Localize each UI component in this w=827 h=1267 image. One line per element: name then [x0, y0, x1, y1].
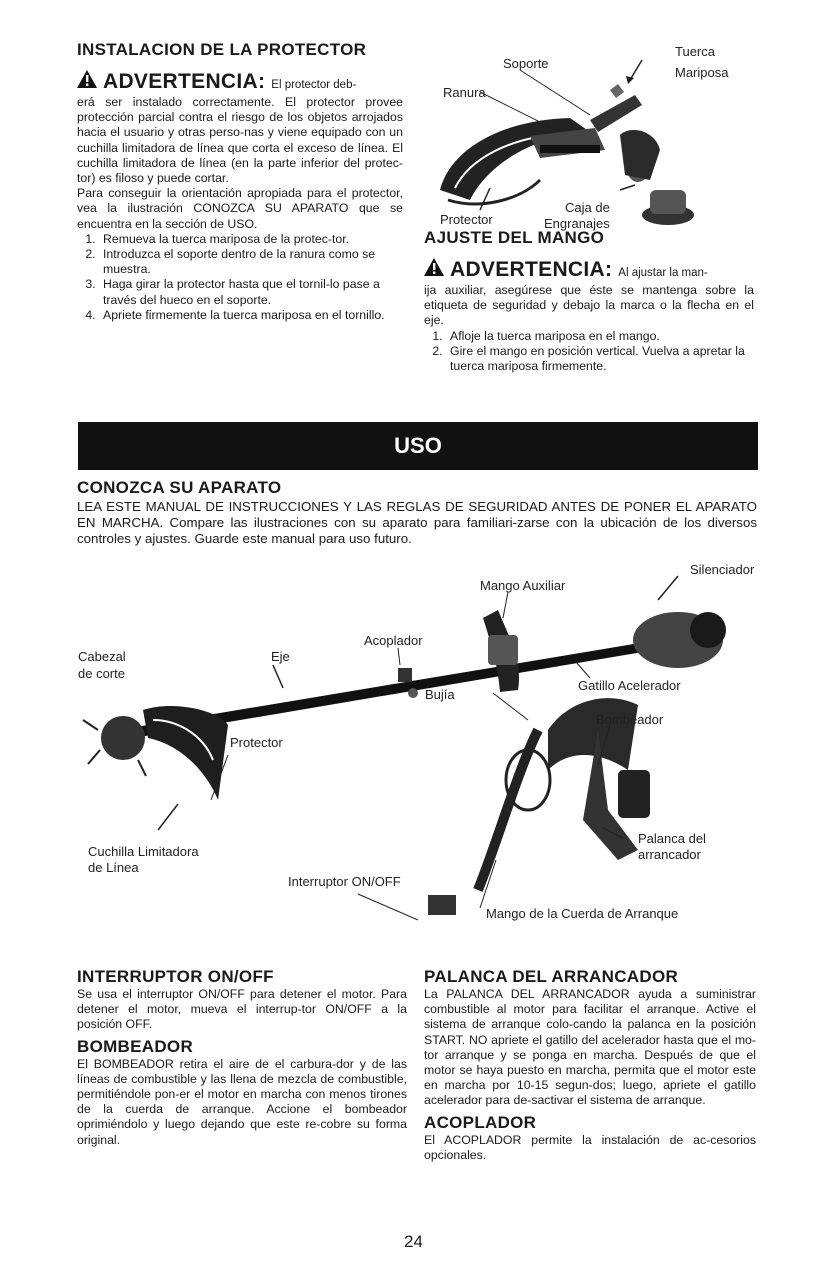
label-caja: Caja de: [565, 200, 610, 215]
bottom-right-column: [424, 967, 756, 1163]
banner-title: USO: [394, 433, 442, 458]
list-item: 4. Apriete firmemente la tuerca mariposa en el tornillo.: [99, 308, 403, 323]
list-item: 2. Introduzca el soporte dentro de la ranura como se muestra.: [99, 247, 403, 277]
list-item: 1. Remueva la tuerca mariposa de la protec-tor.: [99, 232, 403, 247]
page-number: 24: [404, 1232, 423, 1251]
acoplador-title: ACOPLADOR: [424, 1112, 537, 1132]
trimmer-illustration: [78, 560, 758, 960]
interruptor-body: Se usa el interruptor ON/OFF para detener el motor. Para detener el motor, mueva el interrup-tor ON/OFF a la posición OFF.: [77, 987, 407, 1032]
know-section: [77, 478, 757, 547]
install-steps: [77, 232, 403, 323]
label-de-linea: de Línea: [88, 860, 139, 875]
bombeador-title: BOMBEADOR: [77, 1036, 194, 1056]
warning-lead: El protector deb-: [271, 79, 357, 91]
label-cuchilla: Cuchilla Limitadora: [88, 844, 199, 859]
interruptor-title: INTERRUPTOR ON/OFF: [77, 967, 274, 986]
label-silenciador: Silenciador: [690, 562, 755, 577]
uso-banner: [78, 422, 758, 470]
warning-triangle-icon: [424, 258, 444, 276]
install-figure: [420, 40, 760, 230]
label-mariposa: Mariposa: [675, 65, 729, 80]
label-engranajes: Engranajes: [544, 216, 610, 231]
bombeador-body: El BOMBEADOR retira el aire de el carbura-dor y de las líneas de combustible y las llena de mezcla de combustible, permitiéndole pon-er el motor en marcha con menos tirones de la cuerda de arranque. Accione el bombeador oprimiéndolo y luego dejando que este re-cobre su forma original.: [77, 1056, 407, 1147]
warning-word: ADVERTENCIA:: [103, 70, 266, 93]
label-cabezal: Cabezal: [78, 649, 126, 664]
list-item: 2. Gire el mango en posición vertical. Vuelva a apretar la tuerca mariposa firmemente.: [446, 344, 754, 374]
handle-warning: [424, 258, 754, 282]
list-item: 3. Haga girar la protector hasta que el tornil-lo pase a través del hueco en el soporte.: [99, 277, 403, 307]
handle-section: [424, 228, 754, 374]
install-warning: [77, 70, 403, 94]
list-item: 1. Afloje la tuerca mariposa en el mango.: [446, 329, 754, 344]
trimmer-figure: [78, 560, 758, 960]
install-warning-body: erá ser instalado correctamente. El protector provee protección parcial contra el riesgo de los objetos arrojados hacia el usuario y otras perso-nas y viene equipado con un cuchilla limitadora de línea que corta el exceso de línea. El cuchilla limitadora de línea (en la parte inferior del protec-tor) es filoso y puede cortar.: [77, 95, 403, 186]
label-acoplador: Acoplador: [364, 633, 423, 648]
label-mango-auxiliar: Mango Auxiliar: [480, 578, 566, 593]
warning-triangle-icon: [77, 70, 97, 88]
install-orientation-text: Para conseguir la orientación apropiada para el protector, vea la ilustración CONOZCA SU APARATO que se encuentra en la sección de USO.: [77, 186, 403, 231]
label-de-corte: de corte: [78, 666, 125, 681]
palanca-body: La PALANCA DEL ARRANCADOR ayuda a suministrar combustible al motor para facilitar el arranque. Active el sistema de arranque colo-cando la palanca en la posición START. NO apriete el gatillo del acelerador hasta que el mo-tor arranque y se ponga en marcha. Después de que el motor se haya puesto en marcha, permita que el motor este en marcha por 10-15 segun-dos; luego, apriete el gatillo acelerador para de-sactivar el sistema de arranque.: [424, 987, 756, 1108]
label-ranura: Ranura: [443, 85, 486, 100]
install-section: [77, 40, 403, 323]
label-interruptor: Interruptor ON/OFF: [288, 874, 401, 889]
install-title: INSTALACION DE LA PROTECTOR: [77, 40, 367, 59]
palanca-title: PALANCA DEL ARRANCADOR: [424, 967, 679, 986]
handle-steps: [424, 329, 754, 375]
know-body: LEA ESTE MANUAL DE INSTRUCCIONES Y LAS REGLAS DE SEGURIDAD ANTES DE PONER EL APARATO EN MARCHA. Compare las ilustraciones con su aparato para familiari-zarse con la ubicación de los diversos controles y ajustes. Guarde este manual para uso futuro.: [77, 499, 757, 546]
label-protector: Protector: [230, 735, 283, 750]
label-mango-cuerda: Mango de la Cuerda de Arranque: [486, 906, 679, 921]
warning-lead: Al ajustar la man-: [618, 267, 708, 279]
handle-warning-body: ija auxiliar, asegúrese que éste se mantenga sobre la etiqueta de seguridad y debajo la marca o la flecha en el eje.: [424, 283, 754, 328]
warning-word: ADVERTENCIA:: [450, 258, 613, 281]
bottom-left-column: [77, 967, 407, 1148]
know-title: CONOZCA SU APARATO: [77, 478, 282, 497]
label-bombeador: Bombeador: [596, 712, 664, 727]
label-tuerca: Tuerca: [675, 44, 715, 59]
label-bujia: Bujía: [425, 687, 455, 702]
label-eje: Eje: [271, 649, 290, 664]
acoplador-body: El ACOPLADOR permite la instalación de ac-cesorios opcionales.: [424, 1132, 756, 1162]
label-arrancador: arrancador: [638, 847, 701, 862]
label-gatillo: Gatillo Acelerador: [578, 678, 681, 693]
label-palanca: Palanca del: [638, 831, 706, 846]
handle-title: AJUSTE DEL MANGO: [424, 228, 605, 247]
label-protector: Protector: [440, 212, 493, 227]
label-soporte: Soporte: [503, 56, 549, 71]
